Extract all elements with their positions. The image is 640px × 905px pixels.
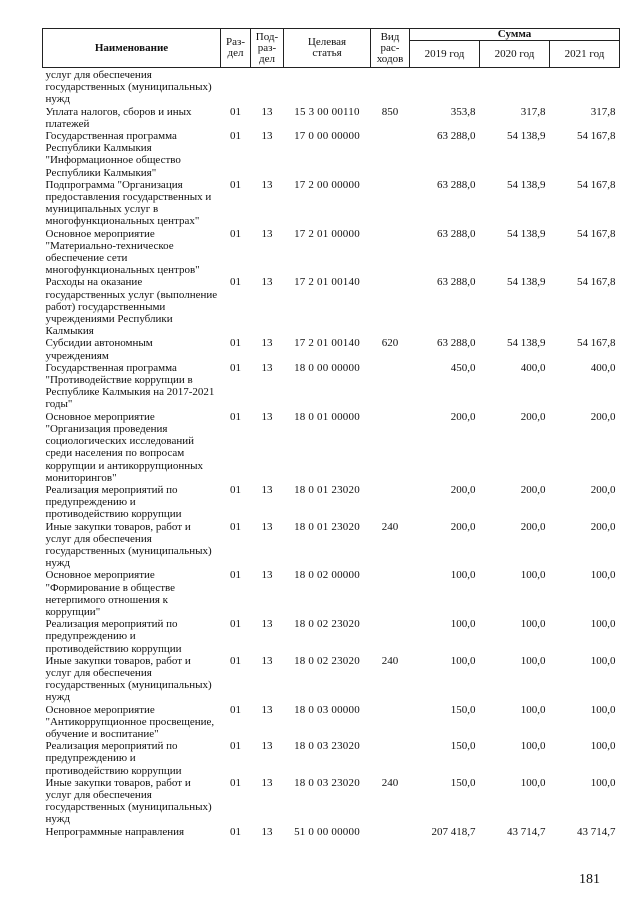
row-target-article: 18 0 01 00000	[294, 410, 360, 423]
row-name: Подпрограмма "Организация предоставления государственных и муниципальных услуг в многофункциональных центрах"	[45, 178, 212, 228]
row-expense-type	[371, 228, 410, 277]
row-section: 01	[230, 105, 241, 118]
table-row	[43, 68, 620, 106]
row-sum-2020: 54 138,9	[507, 227, 546, 240]
row-sum-2021: 200,0	[590, 520, 616, 533]
row-subsection: 13	[261, 703, 273, 716]
row-name: Субсидии автономным учреждениям	[45, 337, 153, 362]
row-target-article: 18 0 02 00000	[294, 569, 360, 582]
row-sum-2019: 63 288,0	[437, 227, 476, 240]
table-row	[43, 618, 620, 655]
row-sum-2019: 100,0	[450, 618, 476, 631]
row-section: 01	[230, 227, 241, 240]
row-target-article: 15 3 00 00110	[294, 105, 360, 118]
row-sum-2020: 200,0	[520, 483, 546, 496]
row-sum-2020: 317,8	[520, 105, 546, 118]
table-row	[43, 179, 620, 228]
row-expense-type	[371, 740, 410, 777]
row-target-article: 51 0 00 00000	[294, 825, 360, 838]
row-sum-2019: 63 288,0	[437, 337, 476, 350]
row-subsection: 13	[261, 654, 273, 667]
header-sum: Сумма	[410, 29, 620, 41]
row-section: 01	[230, 410, 241, 423]
table-row	[43, 740, 620, 777]
row-section: 01	[230, 825, 241, 838]
row-name: Государственная программа Республики Калмыкия "Информационное общество Республики Калмыкия"	[45, 130, 181, 179]
row-subsection	[251, 68, 284, 106]
row-subsection: 13	[261, 618, 273, 631]
row-target-article: 18 0 03 23020	[294, 740, 360, 753]
row-expense-type: 240	[381, 654, 399, 667]
table-row	[43, 276, 620, 337]
row-sum-2020: 54 138,9	[507, 276, 546, 289]
row-expense-type	[371, 826, 410, 838]
row-expense-type	[371, 130, 410, 179]
row-section: 01	[230, 483, 241, 496]
row-sum-2019: 63 288,0	[437, 130, 476, 143]
row-target-article: 18 0 03 00000	[294, 703, 360, 716]
row-sum-2020: 100,0	[520, 776, 546, 789]
table-row	[43, 106, 620, 130]
row-subsection: 13	[261, 410, 273, 423]
row-target-article: 17 2 00 00000	[294, 178, 360, 191]
row-expense-type	[371, 68, 410, 106]
row-section: 01	[230, 337, 241, 350]
row-target-article: 18 0 02 23020	[294, 618, 360, 631]
row-expense-type: 240	[381, 520, 399, 533]
row-sum-2021: 317,8	[590, 105, 616, 118]
row-expense-type	[371, 618, 410, 655]
table-row	[43, 411, 620, 484]
row-expense-type	[371, 411, 410, 484]
row-sum-2021: 100,0	[590, 740, 616, 753]
row-sum-2021: 400,0	[590, 361, 616, 374]
row-expense-type	[371, 569, 410, 618]
row-sum-2020: 100,0	[520, 569, 546, 582]
row-expense-type	[371, 276, 410, 337]
row-sum-2021: 100,0	[590, 703, 616, 716]
row-name: Государственная программа "Противодействие коррупции в Республике Калмыкия на 2017-2021 годы"	[45, 361, 215, 411]
row-name: Иные закупки товаров, работ и услуг для обеспечения государственных (муниципальных) нужд	[45, 520, 212, 570]
row-section: 01	[230, 703, 241, 716]
row-sum-2020: 100,0	[520, 740, 546, 753]
header-expense-type: Вид рас- ходов	[371, 29, 410, 68]
row-expense-type: 620	[381, 337, 399, 350]
row-name: Уплата налогов, сборов и иных платежей	[45, 105, 192, 130]
table-body	[43, 68, 620, 838]
row-sum-2019: 63 288,0	[437, 276, 476, 289]
header-name: Наименование	[43, 29, 221, 68]
row-target-article: 17 2 01 00000	[294, 227, 360, 240]
row-section: 01	[230, 776, 241, 789]
row-name: Основное мероприятие "Формирование в обществе нетерпимого отношения к коррупции"	[45, 569, 176, 618]
row-sum-2021: 100,0	[590, 569, 616, 582]
row-sum-2020: 54 138,9	[507, 337, 546, 350]
header-target: Целевая статья	[284, 29, 371, 68]
header-year-2021: 2021 год	[550, 41, 620, 68]
row-sum-2021: 100,0	[590, 776, 616, 789]
row-sum-2019: 100,0	[450, 654, 476, 667]
row-sum-2019: 150,0	[450, 703, 476, 716]
row-target-article: 17 2 01 00140	[294, 337, 360, 350]
row-section: 01	[230, 618, 241, 631]
page-number: 181	[579, 872, 600, 887]
row-sum-2020	[480, 68, 550, 106]
row-sum-2019: 150,0	[450, 776, 476, 789]
row-name: Расходы на оказание государственных услуг (выполнение работ) государственными учреждениями Республики Калмыкия	[45, 276, 218, 338]
row-sum-2020: 100,0	[520, 654, 546, 667]
row-sum-2021	[550, 68, 620, 106]
row-sum-2021: 200,0	[590, 410, 616, 423]
row-name: Иные закупки товаров, работ и услуг для обеспечения государственных (муниципальных) нужд	[45, 654, 212, 704]
budget-table	[42, 28, 620, 838]
row-section	[221, 68, 251, 106]
row-subsection: 13	[261, 361, 273, 374]
row-subsection: 13	[261, 105, 273, 118]
row-name: Основное мероприятие "Организация проведения социологических исследований среди населения по вопросам коррупции и антикоррупционных мониторингов"	[45, 410, 204, 484]
row-expense-type	[371, 484, 410, 521]
row-target-article: 17 0 00 00000	[294, 130, 360, 143]
header-year-2020: 2020 год	[480, 41, 550, 68]
table-row	[43, 228, 620, 277]
row-subsection: 13	[261, 276, 273, 289]
row-subsection: 13	[261, 776, 273, 789]
table-row	[43, 826, 620, 838]
row-sum-2021: 43 714,7	[577, 825, 616, 838]
table-header	[43, 29, 620, 68]
row-sum-2021: 54 167,8	[577, 227, 616, 240]
row-sum-2021: 54 167,8	[577, 130, 616, 143]
row-section: 01	[230, 178, 241, 191]
header-year-2019: 2019 год	[410, 41, 480, 68]
row-section: 01	[230, 130, 241, 143]
row-sum-2020: 54 138,9	[507, 130, 546, 143]
row-expense-type: 850	[381, 105, 399, 118]
row-subsection: 13	[261, 178, 273, 191]
table-row	[43, 484, 620, 521]
row-sum-2019	[410, 68, 480, 106]
row-sum-2019: 100,0	[450, 569, 476, 582]
table-row	[43, 569, 620, 618]
row-subsection: 13	[261, 569, 273, 582]
row-target-article: 18 0 00 00000	[294, 361, 360, 374]
table-row	[43, 362, 620, 411]
row-section: 01	[230, 740, 241, 753]
row-section: 01	[230, 361, 241, 374]
row-sum-2019: 200,0	[450, 410, 476, 423]
row-expense-type	[371, 362, 410, 411]
header-subsection: Под- раз- дел	[251, 29, 284, 68]
header-section: Раз- дел	[221, 29, 251, 68]
row-sum-2019: 450,0	[450, 361, 476, 374]
row-section: 01	[230, 569, 241, 582]
row-target-article: 18 0 03 23020	[294, 776, 360, 789]
row-expense-type	[371, 179, 410, 228]
row-name: услуг для обеспечения государственных (муниципальных) нужд	[45, 69, 212, 106]
row-sum-2021: 54 167,8	[577, 276, 616, 289]
row-sum-2020: 200,0	[520, 410, 546, 423]
row-section: 01	[230, 520, 241, 533]
row-name: Основное мероприятие "Материально-техническое обеспечение сети многофункциональных центров"	[45, 227, 200, 277]
row-name: Непрограммные направления	[45, 825, 185, 838]
row-subsection: 13	[261, 337, 273, 350]
row-section: 01	[230, 276, 241, 289]
row-subsection: 13	[261, 483, 273, 496]
row-target-article: 18 0 01 23020	[294, 520, 360, 533]
budget-table-page	[42, 28, 619, 838]
row-sum-2021: 100,0	[590, 654, 616, 667]
row-sum-2019: 200,0	[450, 520, 476, 533]
row-section: 01	[230, 654, 241, 667]
row-name: Иные закупки товаров, работ и услуг для обеспечения государственных (муниципальных) нужд	[45, 776, 212, 826]
row-sum-2021: 54 167,8	[577, 178, 616, 191]
row-subsection: 13	[261, 130, 273, 143]
row-name: Реализация мероприятий по предупреждению и противодействию коррупции	[45, 740, 182, 777]
row-name: Основное мероприятие "Антикоррупционное просвещение, обучение и воспитание"	[45, 703, 215, 740]
row-subsection: 13	[261, 825, 273, 838]
row-sum-2020: 100,0	[520, 618, 546, 631]
row-subsection: 13	[261, 520, 273, 533]
row-target-article	[284, 68, 371, 106]
row-name: Реализация мероприятий по предупреждению и противодействию коррупции	[45, 618, 182, 655]
row-expense-type: 240	[381, 776, 399, 789]
table-row	[43, 337, 620, 361]
table-row	[43, 777, 620, 826]
row-subsection: 13	[261, 227, 273, 240]
row-target-article: 17 2 01 00140	[294, 276, 360, 289]
row-sum-2020: 400,0	[520, 361, 546, 374]
row-sum-2019: 150,0	[450, 740, 476, 753]
row-sum-2019: 63 288,0	[437, 178, 476, 191]
row-sum-2019: 353,8	[450, 105, 476, 118]
table-row	[43, 655, 620, 704]
row-expense-type	[371, 704, 410, 741]
table-row	[43, 130, 620, 179]
row-sum-2019: 200,0	[450, 483, 476, 496]
table-row	[43, 521, 620, 570]
row-sum-2021: 54 167,8	[577, 337, 616, 350]
row-sum-2020: 200,0	[520, 520, 546, 533]
row-sum-2020: 100,0	[520, 703, 546, 716]
row-sum-2020: 43 714,7	[507, 825, 546, 838]
row-subsection: 13	[261, 740, 273, 753]
table-row	[43, 704, 620, 741]
row-target-article: 18 0 02 23020	[294, 654, 360, 667]
row-sum-2021: 100,0	[590, 618, 616, 631]
row-sum-2021: 200,0	[590, 483, 616, 496]
row-sum-2020: 54 138,9	[507, 178, 546, 191]
row-sum-2019: 207 418,7	[431, 825, 476, 838]
row-target-article: 18 0 01 23020	[294, 483, 360, 496]
row-name: Реализация мероприятий по предупреждению и противодействию коррупции	[45, 483, 182, 521]
